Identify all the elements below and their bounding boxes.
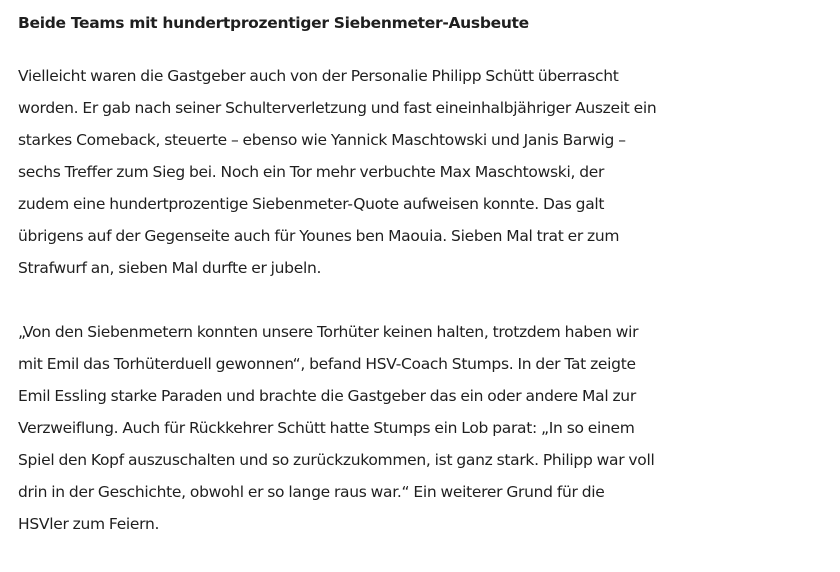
paragraph-line: Spiel den Kopf auszuschalten und so zurückzukommen, ist ganz stark. Philipp war voll — [18, 451, 655, 469]
paragraph-line: übrigens auf der Gegenseite auch für Younes ben Maouia. Sieben Mal trat er zum — [18, 227, 620, 245]
paragraph-line: „Von den Siebenmetern konnten unsere Torhüter keinen halten, trotzdem haben wir — [18, 323, 639, 341]
paragraph-1 — [18, 60, 708, 284]
paragraph-2 — [18, 316, 708, 540]
article-body — [18, 9, 708, 572]
article-subheading: Beide Teams mit hundertprozentiger Siebenmeter-Ausbeute — [18, 14, 529, 32]
paragraph-line: starkes Comeback, steuerte – ebenso wie Yannick Maschtowski und Janis Barwig – — [18, 131, 626, 149]
paragraph-line: Strafwurf an, sieben Mal durfte er jubeln. — [18, 259, 322, 277]
paragraph-line: Vielleicht waren die Gastgeber auch von der Personalie Philipp Schütt überrascht — [18, 67, 619, 85]
paragraph-line: HSVler zum Feiern. — [18, 515, 160, 533]
paragraph-line: sechs Treffer zum Sieg bei. Noch ein Tor mehr verbuchte Max Maschtowski, der — [18, 163, 605, 181]
paragraph-line: Verzweiflung. Auch für Rückkehrer Schütt hatte Stumps ein Lob parat: „In so einem — [18, 419, 635, 437]
paragraph-line: Emil Essling starke Paraden und brachte die Gastgeber das ein oder andere Mal zur — [18, 387, 636, 405]
paragraph-line: zudem eine hundertprozentige Siebenmeter-Quote aufweisen konnte. Das galt — [18, 195, 605, 213]
paragraph-line: worden. Er gab nach seiner Schulterverletzung und fast eineinhalbjähriger Auszeit ein — [18, 99, 657, 117]
paragraph-line: mit Emil das Torhüterduell gewonnen“, befand HSV-Coach Stumps. In der Tat zeigte — [18, 355, 636, 373]
paragraph-line: drin in der Geschichte, obwohl er so lange raus war.“ Ein weiterer Grund für die — [18, 483, 605, 501]
